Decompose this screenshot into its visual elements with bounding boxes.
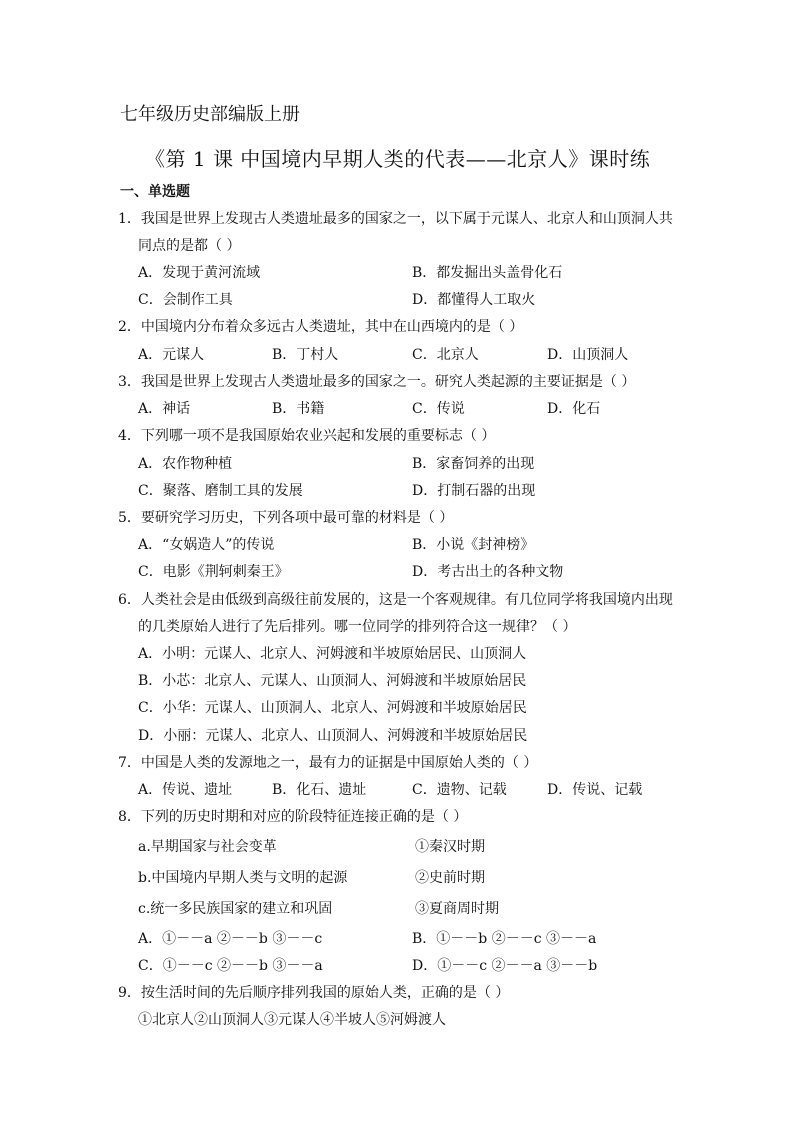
question-5-option-a: A．“女娲造人”的传说 [138,537,275,553]
question-1-option-c: C．会制作工具 [138,292,233,308]
question-5-option-d: D．考古出土的各种文物 [412,564,564,580]
question-6-option-d: D．小丽：元谋人、北京人、山顶洞人、河姆渡和半坡原始居民 [138,728,528,744]
question-8-match-c: c.统一多民族国家的建立和巩固 [138,901,333,917]
question-2-option-d: D．山顶洞人 [547,347,629,363]
question-6-option-c: C．小华：元谋人、山顶洞人、北京人、河姆渡和半坡原始居民 [138,700,527,716]
question-7-option-b: B．化石、遗址 [272,782,367,798]
question-8-match-a: a.早期国家与社会变革 [138,839,277,855]
question-8-match-1: ①秦汉时期 [415,839,485,855]
question-5-option-b: B．小说《封神榜》 [412,537,535,553]
question-2-option-b: B．丁村人 [272,347,339,363]
document-subtitle: 七年级历史部编版上册 [120,104,300,125]
question-8-match-3: ③夏商周时期 [415,901,499,917]
question-7-option-a: A．传说、遗址 [138,782,233,798]
question-8-option-d: D．①－－c ②－－a ③－－b [412,958,598,974]
question-1-option-b: B．都发掘出头盖骨化石 [412,265,563,281]
question-2-option-c: C．北京人 [412,347,479,363]
question-3-stem: 3．我国是世界上发现古人类遗址最多的国家之一。研究人类起源的主要证据是（ ） [118,374,636,390]
question-1-stem: 1．我国是世界上发现古人类遗址最多的国家之一，以下属于元谋人、北京人和山顶洞人共 [118,211,673,227]
question-3-option-c: C．传说 [412,401,465,417]
question-6-stem-cont: 的几类原始人进行了先后排列。哪一位同学的排列符合这一规律？（ ） [138,619,577,635]
document-title: 《第 1 课 中国境内早期人类的代表——北京人》课时练 [145,147,651,171]
question-7-option-c: C．遗物、记载 [412,782,507,798]
question-9-stem: 9．按生活时间的先后顺序排列我国的原始人类，正确的是（ ） [118,985,510,1001]
question-8-option-b: B．①－－b ②－－c ③－－a [412,931,597,947]
question-8-option-a: A．①－－a ②－－b ③－－c [138,931,323,947]
question-4-option-a: A．农作物种植 [138,456,233,472]
question-6-stem: 6．人类社会是由低级到高级往前发展的，这是一个客观规律。有几位同学将我国境内出现 [118,592,673,608]
question-4-stem: 4．下列哪一项不是我国原始农业兴起和发展的重要标志（ ） [118,428,496,444]
question-6-option-b: B．小芯：北京人、元谋人、山顶洞人、河姆渡和半坡原始居民 [138,673,527,689]
question-1-stem-cont: 同点的是都（ ） [138,238,241,254]
question-3-option-a: A．神话 [138,401,191,417]
question-7-stem: 7．中国是人类的发源地之一，最有力的证据是中国原始人类的（ ） [118,755,538,771]
question-9-items: ①北京人②山顶洞人③元谋人④半坡人⑤河姆渡人 [138,1012,446,1028]
question-4-option-d: D．打制石器的出现 [412,483,536,499]
question-4-option-c: C．聚落、磨制工具的发展 [138,483,303,499]
question-3-option-d: D．化石 [547,401,601,417]
question-2-option-a: A．元谋人 [138,347,205,363]
question-4-option-b: B．家畜饲养的出现 [412,456,535,472]
question-6-option-a: A．小明：元谋人、北京人、河姆渡和半坡原始居民、山顶洞人 [138,646,527,662]
question-8-stem: 8．下列的历史时期和对应的阶段特征连接正确的是（ ） [118,809,468,825]
question-8-match-2: ②史前时期 [415,870,485,886]
question-5-stem: 5．要研究学习历史，下列各项中最可靠的材料是（ ） [118,510,454,526]
question-1-option-a: A．发现于黄河流域 [138,265,261,281]
question-5-option-c: C．电影《荆轲刺秦王》 [138,564,289,580]
question-8-option-c: C．①－－c ②－－b ③－－a [138,958,323,974]
question-8-match-b: b.中国境内早期人类与文明的起源 [138,870,348,886]
question-1-option-d: D．都懂得人工取火 [412,292,536,308]
section-heading: 一、单选题 [120,184,190,200]
question-7-option-d: D．传说、记载 [547,782,643,798]
question-3-option-b: B．书籍 [272,401,325,417]
question-2-stem: 2．中国境内分布着众多远古人类遗址，其中在山西境内的是（ ） [118,319,524,335]
